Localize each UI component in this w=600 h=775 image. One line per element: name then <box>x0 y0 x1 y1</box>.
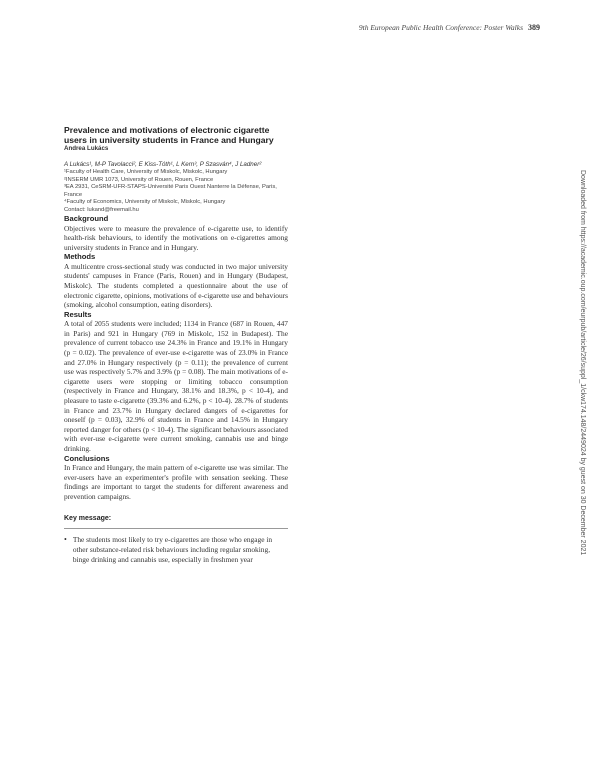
page-number: 389 <box>528 23 540 32</box>
affiliation-4: ⁴Faculty of Economics, University of Miskolc, Miskolc, Hungary <box>64 199 226 205</box>
contact-email: Contact: lukand@freemail.hu <box>64 206 139 213</box>
conclusions-heading: Conclusions <box>64 453 110 463</box>
running-title: 9th European Public Health Conference: Poster Walks <box>358 23 523 32</box>
bullet-icon: • <box>64 535 67 545</box>
affiliation-3: ³EA 2931, CeSRM-UFR-STAPS-Université Paris Ouest Nanterre la Défense, Paris, France <box>64 184 277 198</box>
background-text: Objectives were to measure the prevalence of e-cigarette use, to identify health-risk behaviours, to identify the motivations on e-cigarettes among university students in France and in Hungary. <box>64 223 288 252</box>
results-text: A total of 2055 students were included; 1134 in France (687 in Rouen, 447 in Paris) and 921 in Hungary (769 in Miskolc, 152 in Budapest). The prevalence of current tobacco use 24.3% in France and 19.1% in Hungary (p = 0.02). The prevalence of ever-use e-cigarette was of 23.0% in France and 27.0% in Hungary respectively (p = 0.11); the prevalence of current use was respectively 5.7% and 3.9% (p = 0.08). The main motivations of e-cigarette users were stopping or limiting tobacco consumption (respectively in France and Hungary, 38.1% and 18.3%, p < 10-4), and pleasure to taste e-cigarette (39.3% and 6.2%, p < 10-4). 28.7% of students in France and 23.7% in Hungary declared dangers of e-cigarettes for oneself (p = 0.03), 32.9% of students in France and 14.5% in Hungary reported danger for others (p < 10-4). The significant behaviours associated with ever-use e-cigarette were current smoking, cannabis use and binge drinking. <box>64 319 288 453</box>
download-notice: Downloaded from https://academic.oup.com/eurpub/article/26/suppl_1/ckw174.148/2449024 by guest on 30 December 2021 <box>579 170 586 556</box>
key-message-heading: Key message: <box>64 515 112 523</box>
presenter-name: Andrea Lukács <box>64 145 109 152</box>
methods-text: A multicentre cross-sectional study was conducted in two major university students' campuses in France (Paris, Rouen) and in Hungary (Budapest, Miskolc). The students completed a questionnaire about the use of electronic cigarette, opinions, motivations of e-cigarette use and behaviours (smoking, alcohol consumption, eating disorders). <box>64 261 288 310</box>
affiliations <box>64 169 288 214</box>
methods-heading: Methods <box>64 252 96 262</box>
abstract-column <box>64 125 288 564</box>
background-heading: Background <box>64 214 109 223</box>
key-message-text: The students most likely to try e-cigarettes are those who engage in other substance-related risk behaviours including regular smoking, binge drinking and cannabis use, especially in freshmen year <box>72 535 273 564</box>
key-message-divider <box>64 528 288 529</box>
author-list: A Lukács¹, M-P Tavolacci², E Kiss-Tóth¹, L Kern³, P Szasván⁴, J Ladner² <box>64 161 262 168</box>
conclusions-text: In France and Hungary, the main pattern of e-cigarette use was similar. The ever-users have an experimenter's profile with sensation seeking. These findings are important to target the students for different awareness and prevention campaigns. <box>64 463 288 501</box>
affiliation-1: ¹Faculty of Health Care, University of Miskolc, Miskolc, Hungary <box>64 169 228 175</box>
running-head <box>300 23 540 32</box>
article-title: Prevalence and motivations of electronic cigarette users in university students in France and Hungary <box>64 125 274 145</box>
results-heading: Results <box>64 309 92 319</box>
affiliation-2: ²INSERM UMR 1073, University of Rouen, Rouen, France <box>64 176 214 183</box>
key-message-item <box>64 535 288 564</box>
